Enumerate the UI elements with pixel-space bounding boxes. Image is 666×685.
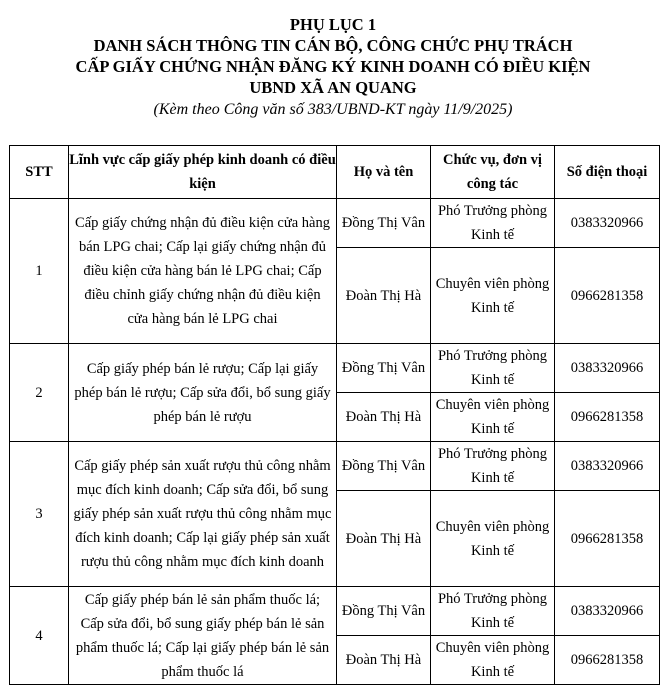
row-name: Đồng Thị Vân	[337, 587, 431, 636]
table-row	[10, 587, 660, 636]
row-name: Đồng Thị Vân	[337, 344, 431, 393]
row-name: Đồng Thị Vân	[337, 442, 431, 491]
row-name: Đồng Thị Vân	[337, 199, 431, 248]
document-reference: (Kèm theo Công văn số 383/UBND-KT ngày 11/9/2025)	[153, 101, 513, 118]
row-field: Cấp giấy phép bán lẻ sản phẩm thuốc lá; Cấp sửa đổi, bổ sung giấy phép bán lẻ sản phẩm thuốc lá; Cấp lại giấy phép bán lẻ sản phẩm thuốc lá	[69, 587, 337, 685]
row-stt: 4	[10, 587, 69, 685]
row-position: Chuyên viên phòng Kinh tế	[431, 491, 555, 587]
table-row	[10, 199, 660, 248]
row-field: Cấp giấy phép bán lẻ rượu; Cấp lại giấy phép bán lẻ rượu; Cấp sửa đổi, bổ sung giấy phép bán lẻ rượu	[69, 344, 337, 442]
row-position: Phó Trưởng phòng Kinh tế	[431, 199, 555, 248]
row-name: Đoàn Thị Hà	[337, 248, 431, 344]
row-phone: 0966281358	[555, 636, 660, 685]
row-phone: 0966281358	[555, 491, 660, 587]
row-field: Cấp giấy phép sản xuất rượu thủ công nhằm mục đích kinh doanh; Cấp sửa đổi, bổ sung giấy phép sản xuất rượu thủ công nhằm mục đích kinh doanh; Cấp lại giấy phép sản xuất rượu thủ công nhằm mục đích kinh doanh	[69, 442, 337, 587]
row-stt: 1	[10, 199, 69, 344]
row-phone: 0383320966	[555, 199, 660, 248]
row-stt: 3	[10, 442, 69, 587]
row-name: Đoàn Thị Hà	[337, 636, 431, 685]
agency-name: UBND XÃ AN QUANG	[249, 78, 417, 97]
row-field: Cấp giấy chứng nhận đủ điều kiện cửa hàng bán LPG chai; Cấp lại giấy chứng nhận đủ điều kiện cửa hàng bán lẻ LPG chai; Cấp điều chỉnh giấy chứng nhận đủ điều kiện cửa hàng bán lẻ LPG chai	[69, 199, 337, 344]
row-position: Phó Trưởng phòng Kinh tế	[431, 344, 555, 393]
column-header-stt: STT	[10, 146, 69, 199]
row-position: Chuyên viên phòng Kinh tế	[431, 393, 555, 442]
column-header-name: Họ và tên	[337, 146, 431, 199]
row-position: Chuyên viên phòng Kinh tế	[431, 636, 555, 685]
row-stt: 2	[10, 344, 69, 442]
row-position: Chuyên viên phòng Kinh tế	[431, 248, 555, 344]
row-position: Phó Trưởng phòng Kinh tế	[431, 442, 555, 491]
row-phone: 0383320966	[555, 442, 660, 491]
list-title: DANH SÁCH THÔNG TIN CÁN BỘ, CÔNG CHỨC PHỤ TRÁCH	[93, 36, 573, 55]
table-row	[10, 442, 660, 491]
row-name: Đoàn Thị Hà	[337, 393, 431, 442]
row-name: Đoàn Thị Hà	[337, 491, 431, 587]
row-phone: 0383320966	[555, 587, 660, 636]
table-row	[10, 344, 660, 393]
staff-table	[9, 145, 660, 685]
column-header-position: Chức vụ, đơn vị công tác	[431, 146, 555, 199]
appendix-title: PHỤ LỤC 1	[289, 15, 377, 34]
row-phone: 0966281358	[555, 248, 660, 344]
list-title-continued: CẤP GIẤY CHỨNG NHẬN ĐĂNG KÝ KINH DOANH CÓ ĐIỀU KIỆN	[75, 57, 591, 76]
row-phone: 0966281358	[555, 393, 660, 442]
column-header-field: Lĩnh vực cấp giấy phép kinh doanh có điều kiện	[69, 146, 337, 199]
table-header-row	[10, 146, 660, 199]
row-position: Phó Trưởng phòng Kinh tế	[431, 587, 555, 636]
row-phone: 0383320966	[555, 344, 660, 393]
document-header	[0, 14, 666, 120]
column-header-phone: Số điện thoại	[555, 146, 660, 199]
